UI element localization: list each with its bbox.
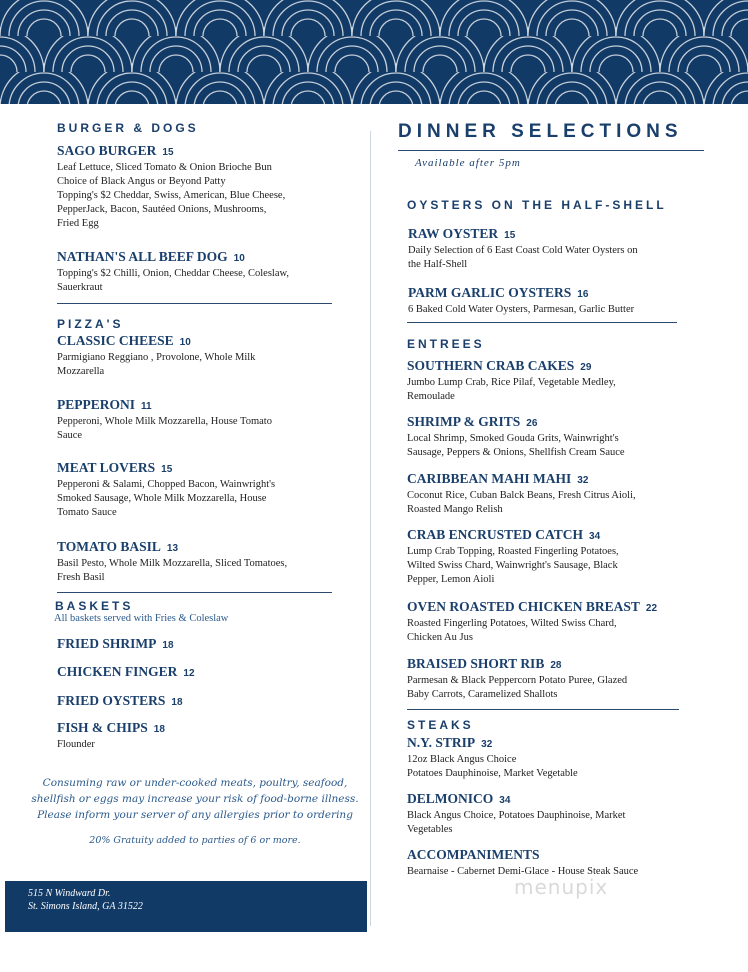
item-desc-line: Remoulade: [407, 391, 455, 402]
item-name: CARIBBEAN MAHI MAHI: [407, 471, 572, 486]
column-divider: [370, 131, 371, 926]
item-name: SHRIMP & GRITS: [407, 414, 521, 429]
item-desc-line: Bearnaise - Cabernet Demi-Glace - House Steak Sauce: [407, 866, 639, 877]
item-desc-line: Pepperoni & Salami, Chopped Bacon, Wainwright's: [57, 479, 276, 490]
page-title: DINNER SELECTIONS: [398, 121, 683, 142]
item-name: TOMATO BASIL: [57, 539, 161, 554]
allergy-disclaimer: [20, 775, 370, 823]
menu-item: [407, 413, 707, 460]
menu-item: [407, 526, 707, 587]
item-name: OVEN ROASTED CHICKEN BREAST: [407, 599, 640, 614]
disclaimer-line: Please inform your server of any allergies prior to ordering: [37, 809, 353, 821]
item-price: 12: [183, 668, 195, 679]
item-desc-line: Daily Selection of 6 East Coast Cold Water Oysters on: [408, 245, 638, 256]
divider: [407, 709, 679, 710]
menu-item: [57, 332, 347, 379]
item-price: 15: [162, 147, 174, 158]
section-heading-steaks: STEAKS: [407, 718, 474, 732]
item-price: 34: [499, 795, 511, 806]
menu-item: [407, 598, 717, 645]
item-name: CHICKEN FINGER: [57, 664, 178, 679]
item-desc-line: Leaf Lettuce, Sliced Tomato & Onion Brioche Bun: [57, 162, 272, 173]
item-name: FRIED SHRIMP: [57, 636, 157, 651]
menu-item: [407, 357, 707, 404]
item-price: 32: [481, 739, 493, 750]
section-heading-baskets: BASKETS: [55, 599, 134, 613]
item-desc-line: Basil Pesto, Whole Milk Mozzarella, Sliced Tomatoes,: [57, 558, 288, 569]
menu-item: [408, 225, 708, 272]
item-desc-line: Local Shrimp, Smoked Gouda Grits, Wainwright's: [407, 433, 619, 444]
section-heading-burgers: BURGER & DOGS: [57, 121, 199, 135]
gratuity-note: 20% Gratuity added to parties of 6 or more.: [89, 835, 301, 846]
item-desc-line: Fried Egg: [57, 218, 99, 229]
item-price: 10: [233, 253, 245, 264]
item-name: N.Y. STRIP: [407, 735, 476, 750]
item-desc-line: Parmigiano Reggiano , Provolone, Whole Milk: [57, 352, 256, 363]
item-name: FISH & CHIPS: [57, 720, 148, 735]
title-underline: [398, 150, 704, 151]
item-desc-line: Vegetables: [407, 824, 453, 835]
scallop-pattern: [0, 0, 748, 104]
item-desc-line: Coconut Rice, Cuban Balck Beans, Fresh Citrus Aioli,: [407, 490, 636, 501]
disclaimer-line: Consuming raw or under-cooked meats, poultry, seafood,: [42, 777, 348, 789]
item-name: DELMONICO: [407, 791, 494, 806]
item-price: 18: [171, 697, 183, 708]
disclaimer-line: shellfish or eggs may increase your risk of food-borne illness.: [31, 793, 359, 805]
item-desc-line: Sauce: [57, 430, 83, 441]
item-desc-line: Choice of Black Angus or Beyond Patty: [57, 176, 226, 187]
dinner-subtitle: Available after 5pm: [415, 157, 521, 169]
item-name: PARM GARLIC OYSTERS: [408, 285, 572, 300]
item-desc-line: Pepperoni, Whole Milk Mozzarella, House Tomato: [57, 416, 272, 427]
item-desc-line: Baby Carrots, Caramelized Shallots: [407, 689, 558, 700]
header-banner: [0, 0, 748, 104]
item-price: 26: [526, 418, 538, 429]
item-name: NATHAN'S ALL BEEF DOG: [57, 249, 228, 264]
item-price: 13: [166, 543, 179, 554]
item-desc-line: 12oz Black Angus Choice: [407, 754, 517, 765]
item-desc-line: PepperJack, Bacon, Sautéed Onions, Mushrooms,: [57, 204, 267, 215]
item-price: 15: [161, 464, 173, 475]
item-desc-line: Roasted Mango Relish: [407, 504, 503, 515]
menu-item: [57, 692, 183, 710]
section-heading-entrees: ENTREES: [407, 337, 485, 351]
address-line: St. Simons Island, GA 31522: [28, 901, 143, 912]
item-price: 32: [577, 475, 589, 486]
item-price: 18: [153, 724, 165, 735]
item-price: 29: [580, 362, 592, 373]
item-desc-line: Smoked Sausage, Whole Milk Mozzarella, House: [57, 493, 267, 504]
item-desc-line: Fresh Basil: [57, 572, 105, 583]
address-footer: [5, 881, 367, 932]
menu-item: [57, 719, 165, 752]
item-desc-line: Tomato Sauce: [57, 507, 117, 518]
divider: [57, 592, 332, 593]
item-price: 16: [577, 289, 589, 300]
item-desc-line: Jumbo Lump Crab, Rice Pilaf, Vegetable Medley,: [407, 377, 616, 388]
item-price: 15: [504, 230, 516, 241]
item-price: 11: [141, 401, 152, 412]
item-desc-line: Lump Crab Topping, Roasted Fingerling Potatoes,: [407, 546, 619, 557]
item-price: 18: [162, 640, 174, 651]
menu-item: [57, 635, 174, 653]
item-desc-line: Topping's $2 Chilli, Onion, Cheddar Cheese, Coleslaw,: [57, 268, 290, 279]
item-price: 10: [179, 337, 191, 348]
item-desc-line: Wilted Swiss Chard, Wainwright's Sausage, Black: [407, 560, 618, 571]
item-desc-line: Sauerkraut: [57, 282, 103, 293]
item-name: SAGO BURGER: [57, 143, 157, 158]
menu-item: [57, 396, 347, 443]
menu-item: [407, 470, 707, 517]
item-name: PEPPERONI: [57, 397, 136, 412]
menu-item: [407, 734, 707, 781]
item-name: RAW OYSTER: [408, 226, 499, 241]
menu-item: [57, 142, 347, 231]
menu-item: [407, 655, 707, 702]
item-desc-line: Sausage, Peppers & Onions, Shellfish Cream Sauce: [407, 447, 625, 458]
menu-item: [57, 248, 347, 295]
section-heading-pizzas: PIZZA'S: [57, 317, 124, 331]
item-desc-line: Parmesan & Black Peppercorn Potato Puree, Glazed: [407, 675, 628, 686]
item-desc-line: 6 Baked Cold Water Oysters, Parmesan, Garlic Butter: [408, 304, 635, 315]
divider: [407, 322, 677, 323]
item-name: MEAT LOVERS: [57, 460, 156, 475]
item-name: CLASSIC CHEESE: [57, 333, 174, 348]
item-desc-line: Potatoes Dauphinoise, Market Vegetable: [407, 768, 578, 779]
item-desc-line: Roasted Fingerling Potatoes, Wilted Swiss Chard,: [407, 618, 617, 629]
menu-item: [57, 538, 347, 585]
divider: [57, 303, 332, 304]
address-line: 515 N Windward Dr.: [28, 888, 111, 899]
baskets-subtitle: All baskets served with Fries & Coleslaw: [54, 613, 229, 624]
item-name: FRIED OYSTERS: [57, 693, 166, 708]
menu-item: [57, 459, 347, 520]
item-name: SOUTHERN CRAB CAKES: [407, 358, 575, 373]
item-desc-line: Mozzarella: [57, 366, 105, 377]
section-heading-oysters: OYSTERS ON THE HALF-SHELL: [407, 198, 667, 212]
item-name: BRAISED SHORT RIB: [407, 656, 545, 671]
item-desc-line: Topping's $2 Cheddar, Swiss, American, Blue Cheese,: [57, 190, 286, 201]
item-desc-line: the Half-Shell: [408, 259, 468, 270]
item-desc-line: Pepper, Lemon Aioli: [407, 574, 495, 585]
menu-item: [408, 284, 708, 317]
item-name: ACCOMPANIMENTS: [407, 847, 540, 862]
item-price: 34: [589, 531, 601, 542]
menu-item: [407, 790, 707, 837]
item-desc-line: Chicken Au Jus: [407, 632, 473, 643]
item-desc-line: Flounder: [57, 739, 95, 750]
item-desc-line: Black Angus Choice, Potatoes Dauphinoise, Market: [407, 810, 626, 821]
item-price: 22: [645, 603, 658, 614]
item-name: CRAB ENCRUSTED CATCH: [407, 527, 584, 542]
item-price: 28: [550, 660, 562, 671]
watermark: menupix: [514, 875, 609, 899]
menu-item: [57, 663, 195, 681]
